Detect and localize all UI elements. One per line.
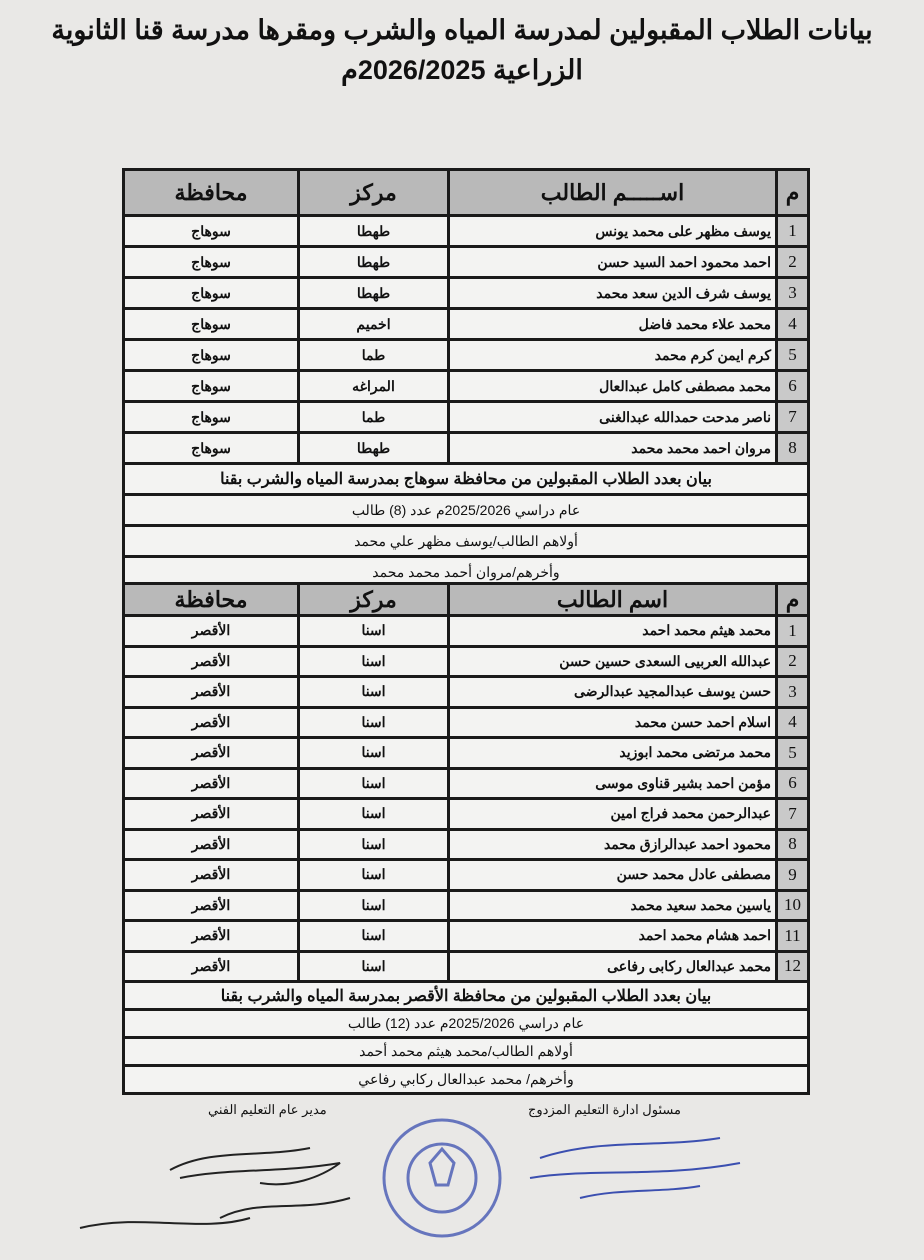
col-center: مركز [299, 170, 449, 216]
col-num: م [777, 584, 809, 616]
page-title [0, 10, 924, 90]
table-row [124, 216, 809, 247]
table-row [124, 799, 809, 830]
center-cell: اسنا [299, 768, 449, 799]
row-number: 6 [777, 371, 809, 402]
table-row [124, 738, 809, 769]
center-cell: اسنا [299, 707, 449, 738]
row-number: 2 [777, 646, 809, 677]
row-number: 7 [777, 799, 809, 830]
student-name: احمد هشام محمد احمد [449, 921, 777, 952]
student-name: محمد عبدالعال ركابى رفاعى [449, 951, 777, 982]
row-number: 1 [777, 216, 809, 247]
student-name: حسن يوسف عبدالمجيد عبدالرضى [449, 677, 777, 708]
governorate-cell: الأقصر [124, 677, 299, 708]
row-number: 6 [777, 768, 809, 799]
student-name: محمد علاء محمد فاضل [449, 309, 777, 340]
center-cell: اسنا [299, 860, 449, 891]
col-gov: محافظة [124, 170, 299, 216]
governorate-cell: الأقصر [124, 646, 299, 677]
center-cell: اسنا [299, 890, 449, 921]
table-row [124, 371, 809, 402]
center-cell: اسنا [299, 829, 449, 860]
table-row [124, 677, 809, 708]
student-name: كرم ايمن كرم محمد [449, 340, 777, 371]
col-num: م [777, 170, 809, 216]
summary-line: بيان بعدد الطلاب المقبولين من محافظة سوهاج بمدرسة المياه والشرب بقنا [124, 464, 809, 495]
student-name: محمد هيثم محمد احمد [449, 616, 777, 647]
governorate-cell: الأقصر [124, 799, 299, 830]
student-name: مروان احمد محمد محمد [449, 433, 777, 464]
governorate-cell: الأقصر [124, 860, 299, 891]
row-number: 1 [777, 616, 809, 647]
center-cell: اسنا [299, 646, 449, 677]
center-cell: اسنا [299, 616, 449, 647]
governorate-cell: سوهاج [124, 371, 299, 402]
summary-line: عام دراسي 2025/2026م عدد (8) طالب [124, 495, 809, 526]
student-name: محمد مرتضى محمد ابوزيد [449, 738, 777, 769]
governorate-cell: سوهاج [124, 433, 299, 464]
signature-right [530, 1138, 740, 1198]
center-cell: اسنا [299, 951, 449, 982]
row-number: 5 [777, 340, 809, 371]
governorate-cell: الأقصر [124, 951, 299, 982]
center-cell: طهطا [299, 216, 449, 247]
center-cell: اسنا [299, 738, 449, 769]
center-cell: طهطا [299, 278, 449, 309]
student-name: عبدالرحمن محمد فراج امين [449, 799, 777, 830]
title-line-1: بيانات الطلاب المقبولين لمدرسة المياه والشرب ومقرها مدرسة قنا الثانوية [51, 15, 873, 45]
row-number: 2 [777, 247, 809, 278]
table-row [124, 616, 809, 647]
row-number: 5 [777, 738, 809, 769]
signature-label-right: مسئول ادارة التعليم المزدوج [528, 1102, 681, 1117]
governorate-cell: سوهاج [124, 247, 299, 278]
signature-left [80, 1148, 350, 1228]
governorate-cell: سوهاج [124, 402, 299, 433]
governorate-cell: الأقصر [124, 890, 299, 921]
table-row [124, 278, 809, 309]
row-number: 11 [777, 921, 809, 952]
center-cell: طهطا [299, 433, 449, 464]
row-number: 9 [777, 860, 809, 891]
table-row [124, 247, 809, 278]
col-gov: محافظة [124, 584, 299, 616]
luxor-students-table [122, 582, 810, 1095]
center-cell: طهطا [299, 247, 449, 278]
row-number: 8 [777, 829, 809, 860]
table-row [124, 402, 809, 433]
student-name: يوسف شرف الدين سعد محمد [449, 278, 777, 309]
governorate-cell: الأقصر [124, 616, 299, 647]
table-row [124, 309, 809, 340]
col-center: مركز [299, 584, 449, 616]
governorate-cell: الأقصر [124, 829, 299, 860]
signatures-and-stamp [60, 1118, 880, 1260]
table-row [124, 829, 809, 860]
center-cell: المراغه [299, 371, 449, 402]
governorate-cell: سوهاج [124, 309, 299, 340]
governorate-cell: سوهاج [124, 278, 299, 309]
student-name: محمد مصطفى كامل عبدالعال [449, 371, 777, 402]
governorate-cell: الأقصر [124, 738, 299, 769]
table-row [124, 646, 809, 677]
center-cell: طما [299, 402, 449, 433]
governorate-cell: سوهاج [124, 340, 299, 371]
governorate-cell: الأقصر [124, 707, 299, 738]
row-number: 3 [777, 278, 809, 309]
center-cell: اسنا [299, 799, 449, 830]
summary-line: أولاهم الطالب/محمد هيثم محمد أحمد [124, 1038, 809, 1066]
governorate-cell: الأقصر [124, 768, 299, 799]
student-name: عبدالله العربيى السعدى حسين حسن [449, 646, 777, 677]
center-cell: اسنا [299, 921, 449, 952]
student-name: اسلام احمد حسن محمد [449, 707, 777, 738]
table-row [124, 890, 809, 921]
table-row [124, 433, 809, 464]
table-row [124, 951, 809, 982]
summary-line: وأخرهم/مروان أحمد محمد محمد [124, 557, 809, 588]
student-name: ياسين محمد سعيد محمد [449, 890, 777, 921]
student-name: يوسف مظهر على محمد يونس [449, 216, 777, 247]
governorate-cell: سوهاج [124, 216, 299, 247]
sohag-students-table [122, 168, 810, 589]
row-number: 4 [777, 707, 809, 738]
table-row [124, 707, 809, 738]
center-cell: طما [299, 340, 449, 371]
student-name: محمود احمد عبدالرازق محمد [449, 829, 777, 860]
center-cell: اخميم [299, 309, 449, 340]
row-number: 4 [777, 309, 809, 340]
signature-label-left: مدير عام التعليم الفني [208, 1102, 327, 1117]
table-row [124, 340, 809, 371]
table-row [124, 921, 809, 952]
row-number: 7 [777, 402, 809, 433]
row-number: 8 [777, 433, 809, 464]
col-name: اســـــم الطالب [449, 170, 777, 216]
governorate-cell: الأقصر [124, 921, 299, 952]
title-line-2: الزراعية 2026/2025م [341, 55, 583, 85]
table-row [124, 860, 809, 891]
summary-line: بيان بعدد الطلاب المقبولين من محافظة الأقصر بمدرسة المياه والشرب بقنا [124, 982, 809, 1010]
center-cell: اسنا [299, 677, 449, 708]
table-row [124, 768, 809, 799]
student-name: مؤمن احمد بشير قناوى موسى [449, 768, 777, 799]
col-name: اسم الطالب [449, 584, 777, 616]
stamp [384, 1120, 500, 1236]
student-name: احمد محمود احمد السيد حسن [449, 247, 777, 278]
summary-line: أولاهم الطالب/يوسف مظهر علي محمد [124, 526, 809, 557]
row-number: 3 [777, 677, 809, 708]
summary-line: وأخرهم/ محمد عبدالعال ركابي رفاعي [124, 1066, 809, 1094]
summary-line: عام دراسي 2025/2026م عدد (12) طالب [124, 1010, 809, 1038]
student-name: مصطفى عادل محمد حسن [449, 860, 777, 891]
row-number: 12 [777, 951, 809, 982]
student-name: ناصر مدحت حمدالله عبدالغنى [449, 402, 777, 433]
row-number: 10 [777, 890, 809, 921]
